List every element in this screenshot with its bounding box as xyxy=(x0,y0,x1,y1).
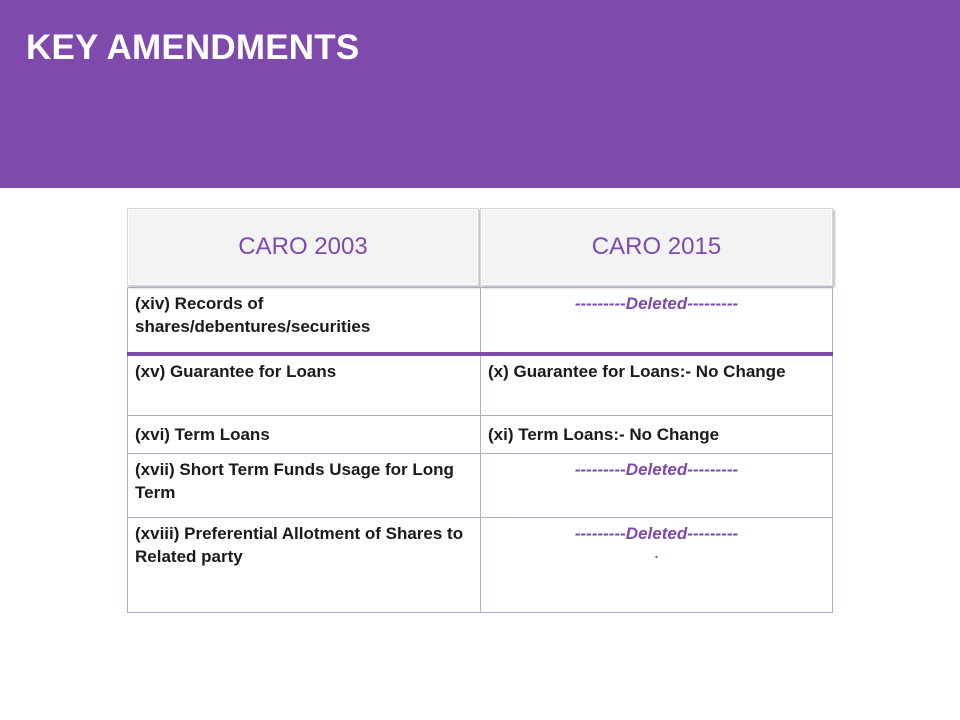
column-header-caro-2003: CARO 2003 xyxy=(127,208,479,286)
caro-2015-cell: (xi) Term Loans:- No Change xyxy=(481,416,833,454)
table-row xyxy=(128,416,833,454)
caro-2003-cell: (xv) Guarantee for Loans xyxy=(128,354,481,416)
table-row xyxy=(128,518,833,613)
slide-title: KEY AMENDMENTS xyxy=(26,28,360,67)
column-header-caro-2015: CARO 2015 xyxy=(480,208,833,286)
table-row xyxy=(128,354,833,416)
caro-2015-cell: (x) Guarantee for Loans:- No Change xyxy=(481,354,833,416)
cell-note: . xyxy=(654,545,659,561)
table-row xyxy=(128,288,833,354)
table-row xyxy=(128,454,833,518)
caro-2015-cell: ---------Deleted--------- xyxy=(481,288,833,354)
caro-2015-cell-container xyxy=(481,518,833,613)
caro-2015-cell: ---------Deleted--------- xyxy=(574,524,739,543)
caro-2003-cell: (xvi) Term Loans xyxy=(128,416,481,454)
caro-2003-cell: (xvii) Short Term Funds Usage for Long Term xyxy=(128,454,481,518)
caro-2003-cell: (xviii) Preferential Allotment of Shares to Related party xyxy=(128,518,481,613)
caro-2015-cell: ---------Deleted--------- xyxy=(481,454,833,518)
caro-2003-cell: (xiv) Records of shares/debentures/securities xyxy=(128,288,481,354)
title-band xyxy=(0,0,960,188)
comparison-table xyxy=(127,287,833,613)
